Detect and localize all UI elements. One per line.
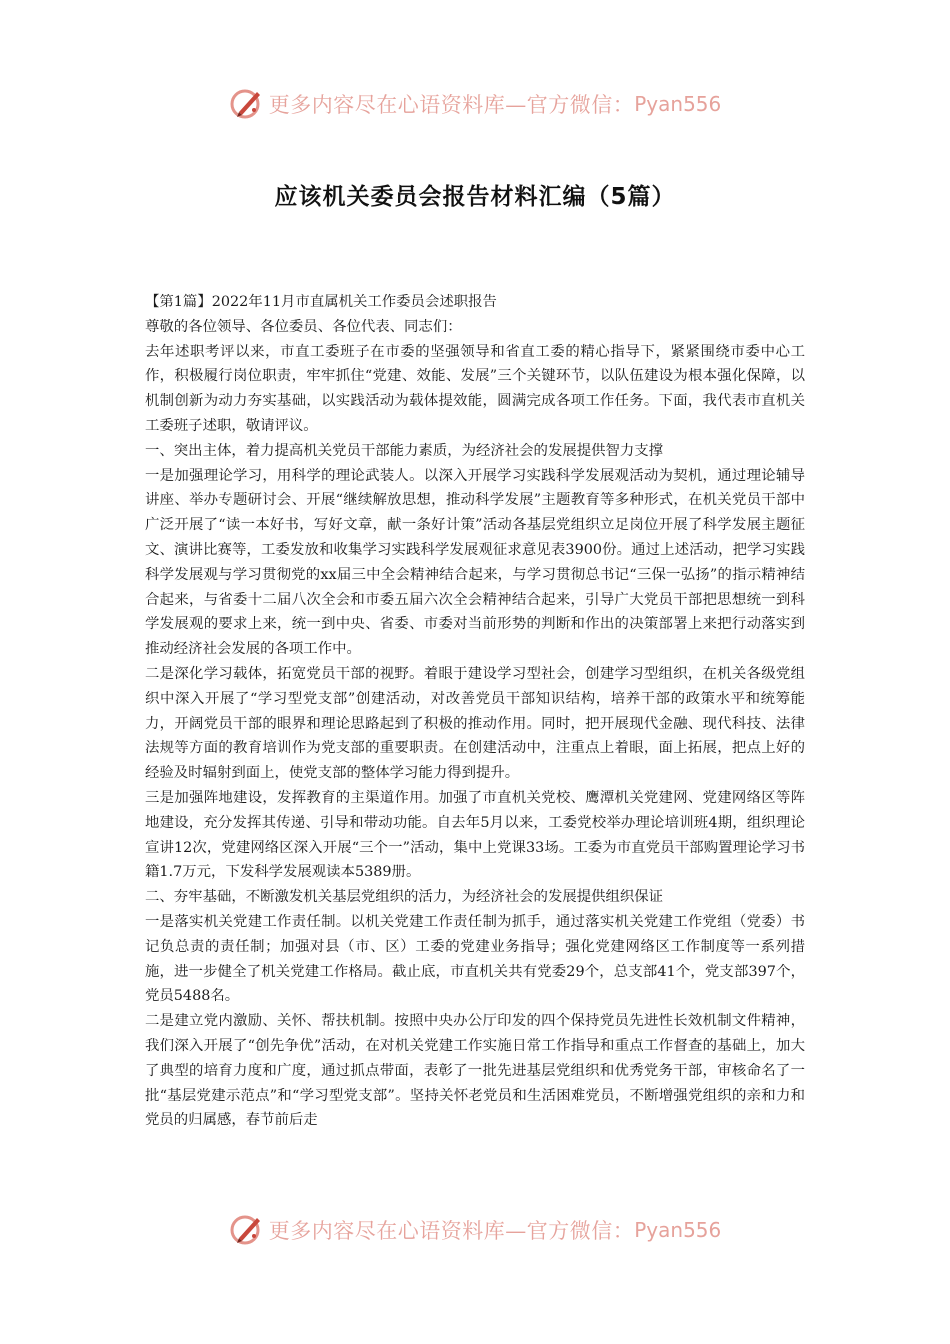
paragraph: 一是加强理论学习，用科学的理论武装人。以深入开展学习实践科学发展观活动为契机，通过理论辅导讲座、举办专题研讨会、开展“继续解放思想，推动科学发展”主题教育等多种形式，在机关党员干部中广泛开展了“读一本好书，写好文章，献一条好计策”活动各基层党组织立足岗位开展了科学发展主题征文、演讲比赛等，工委发放和收集学习实践科学发展观征求意见表3900份。通过上述活动，把学习实践科学发展观与学习贯彻党的xx届三中全会精神结合起来，与学习贯彻总书记“三保一弘扬”的指示精神结合起来，与省委十二届八次全会和市委五届六次全会精神结合起来，引导广大党员干部把思想统一到科学发展观的要求上来，统一到中央、省委、市委对当前形势的判断和作出的决策部署上来把行动落实到推动经济社会发展的各项工作中。 (145, 467, 805, 658)
section-heading: 【第1篇】2022年11月市直属机关工作委员会述职报告 (145, 294, 497, 310)
footer-watermark-banner (0, 1210, 950, 1250)
watermark-weixin-id: Pyan556 (634, 92, 722, 116)
paragraph: 三是加强阵地建设，发挥教育的主渠道作用。加强了市直机关党校、鹰潭机关党建网、党建网络区等阵地建设，充分发挥其传递、引导和带动功能。自去年5月以来，工委党校举办理论培训班4期，组织理论宣讲12次，党建网络区深入开展“三个一”活动，集中上党课33场。工委为市直党员干部购置理论学习书籍1.7万元，下发科学发展观读本5389册。 (145, 789, 805, 881)
paragraph: 一、突出主体，着力提高机关党员干部能力素质，为经济社会的发展提供智力支撑 (145, 442, 664, 459)
salutation: 尊敬的各位领导、各位委员、各位代表、同志们： (145, 318, 462, 335)
watermark-text: 更多内容尽在心语资料库—官方微信： (268, 1219, 635, 1243)
paragraph: 去年述职考评以来，市直工委班子在市委的坚强领导和省直工委的精心指导下，紧紧围绕市委中心工作，积极履行岗位职责，牢牢抓住“党建、效能、发展”三个关键环节，以队伍建设为根本强化保障，以机制创新为动力夯实基础，以实践活动为载体提效能，圆满完成各项工作任务。下面，我代表市直机关工委班子述职，敬请评议。 (145, 343, 805, 434)
pen-logo-icon (229, 1212, 265, 1248)
watermark-weixin-id: Pyan556 (634, 1218, 722, 1242)
document-body (145, 290, 805, 1133)
paragraph: 二、夯牢基础，不断激发机关基层党组织的活力，为经济社会的发展提供组织保证 (145, 889, 664, 906)
header-watermark-banner (0, 84, 950, 124)
paragraph: 一是落实机关党建工作责任制。以机关党建工作责任制为抓手，通过落实机关党建工作党组（党委）书记负总责的责任制；加强对县（市、区）工委的党建业务指导；强化党建网络区工作制度等一系列措施，进一步健全了机关党建工作格局。截止底，市直机关共有党委29个，总支部41个，党支部397个，党员5488名。 (145, 913, 805, 1005)
document-title: 应该机关委员会报告材料汇编（5篇） (274, 184, 676, 210)
pen-logo-icon (229, 86, 265, 122)
paragraph: 二是建立党内激励、关怀、帮扶机制。按照中央办公厅印发的四个保持党员先进性长效机制文件精神，我们深入开展了“创先争优”活动，在对机关党建工作实施日常工作指导和重点工作督查的基础上，加大了典型的培育力度和广度，通过抓点带面，表彰了一批先进基层党组织和优秀党务干部，审核命名了一批“基层党建示范点”和“学习型党支部”。坚持关怀老党员和生活困难党员，不断增强党组织的亲和力和党员的归属感，春节前后走 (145, 1013, 805, 1129)
paragraph: 二是深化学习载体，拓宽党员干部的视野。着眼于建设学习型社会，创建学习型组织，在机关各级党组织中深入开展了“学习型党支部”创建活动，对改善党员干部知识结构，培养干部的政策水平和统筹能力，开阔党员干部的眼界和理论思路起到了积极的推动作用。同时，把开展现代金融、现代科技、法律法规等方面的教育培训作为党支部的重要职责。在创建活动中，注重点上着眼，面上拓展，把点上好的经验及时辐射到面上，使党支部的整体学习能力得到提升。 (145, 665, 805, 782)
watermark-text: 更多内容尽在心语资料库—官方微信： (268, 93, 635, 117)
